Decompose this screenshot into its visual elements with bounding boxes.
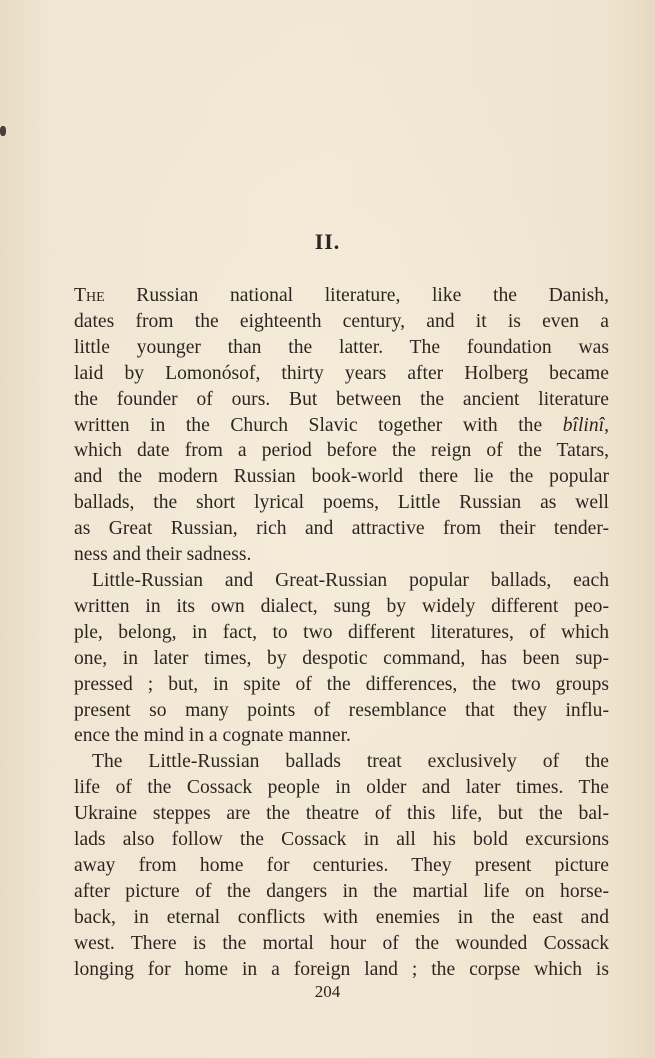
- line-text: lads also follow the Cossack in all his bold excursions: [74, 829, 609, 851]
- lead-small-caps: The: [74, 285, 105, 306]
- text-line: [74, 646, 609, 672]
- text-line: [74, 905, 609, 931]
- text-line: [74, 672, 609, 698]
- text-line: [74, 775, 609, 801]
- line-text: Little-Russian and Great-Russian popular ballads, each: [92, 569, 609, 591]
- line-text: away from home for centuries. They present picture: [74, 854, 609, 876]
- text-line: [74, 957, 609, 983]
- text-line: [74, 853, 609, 879]
- line-text: back, in eternal conflicts with enemies in the east and: [74, 906, 609, 928]
- line-text: one, in later times, by despotic command, has been sup-: [74, 647, 609, 669]
- line-text: and the modern Russian book-world there lie the popular: [74, 466, 609, 488]
- line-text: pressed ; but, in spite of the differences, the two groups: [74, 673, 609, 695]
- line-text: ballads, the short lyrical poems, Little Russian as well: [74, 492, 609, 514]
- line-tail: ,: [604, 414, 609, 436]
- line-text: Russian national literature, like the Danish,: [104, 285, 609, 306]
- text-line: [74, 931, 609, 957]
- line-text: Ukraine steppes are the theatre of this life, but the bal-: [74, 803, 609, 825]
- line-text: west. There is the mortal hour of the wounded Cossack: [74, 932, 609, 954]
- line-text: little younger than the latter. The foundation was: [74, 336, 609, 358]
- line-text: present so many points of resemblance that they influ-: [74, 699, 609, 721]
- margin-ink-speck: [0, 126, 6, 136]
- text-line: [74, 542, 609, 568]
- text-line: [74, 283, 609, 309]
- text-line: [74, 335, 609, 361]
- text-line: [74, 464, 609, 490]
- text-line: [74, 801, 609, 827]
- italic-term: bîlinî: [562, 414, 605, 436]
- line-text: ence the mind in a cognate manner.: [74, 725, 351, 747]
- line-text: written in the Church Slavic together with the: [74, 414, 563, 436]
- text-line: [74, 309, 609, 335]
- line-text: the founder of ours. But between the ancient literature: [74, 388, 609, 410]
- line-text: ness and their sadness.: [74, 544, 252, 566]
- line-text: The Little-Russian ballads treat exclusively of the: [92, 751, 609, 773]
- text-line: [74, 361, 609, 387]
- text-line: [74, 413, 609, 439]
- text-line: [74, 698, 609, 724]
- line-text: laid by Lomonósof, thirty years after Holberg became: [74, 362, 609, 384]
- text-line: [74, 490, 609, 516]
- text-line: [74, 723, 609, 749]
- text-line: [74, 620, 609, 646]
- chapter-heading: II.: [314, 229, 341, 254]
- text-line: [74, 749, 609, 775]
- line-text: which date from a period before the reign of the Tatars,: [74, 440, 609, 462]
- text-line: [74, 568, 609, 594]
- line-text: after picture of the dangers in the martial life on horse-: [74, 880, 609, 902]
- line-text: longing for home in a foreign land ; the corpse which is: [74, 958, 609, 980]
- text-line: [74, 879, 609, 905]
- text-line: [74, 438, 609, 464]
- text-line: [74, 827, 609, 853]
- text-line: [74, 516, 609, 542]
- line-text: as Great Russian, rich and attractive from their tender-: [74, 518, 609, 540]
- line-text: written in its own dialect, sung by widely different peo-: [74, 595, 609, 617]
- text-line: [74, 594, 609, 620]
- line-text: dates from the eighteenth century, and it is even a: [74, 310, 609, 332]
- line-text: ple, belong, in fact, to two different literatures, of which: [74, 621, 609, 643]
- page-number: 204: [314, 982, 341, 1001]
- text-line: [74, 387, 609, 413]
- body-text: [74, 283, 609, 982]
- line-text: life of the Cossack people in older and later times. The: [74, 777, 609, 799]
